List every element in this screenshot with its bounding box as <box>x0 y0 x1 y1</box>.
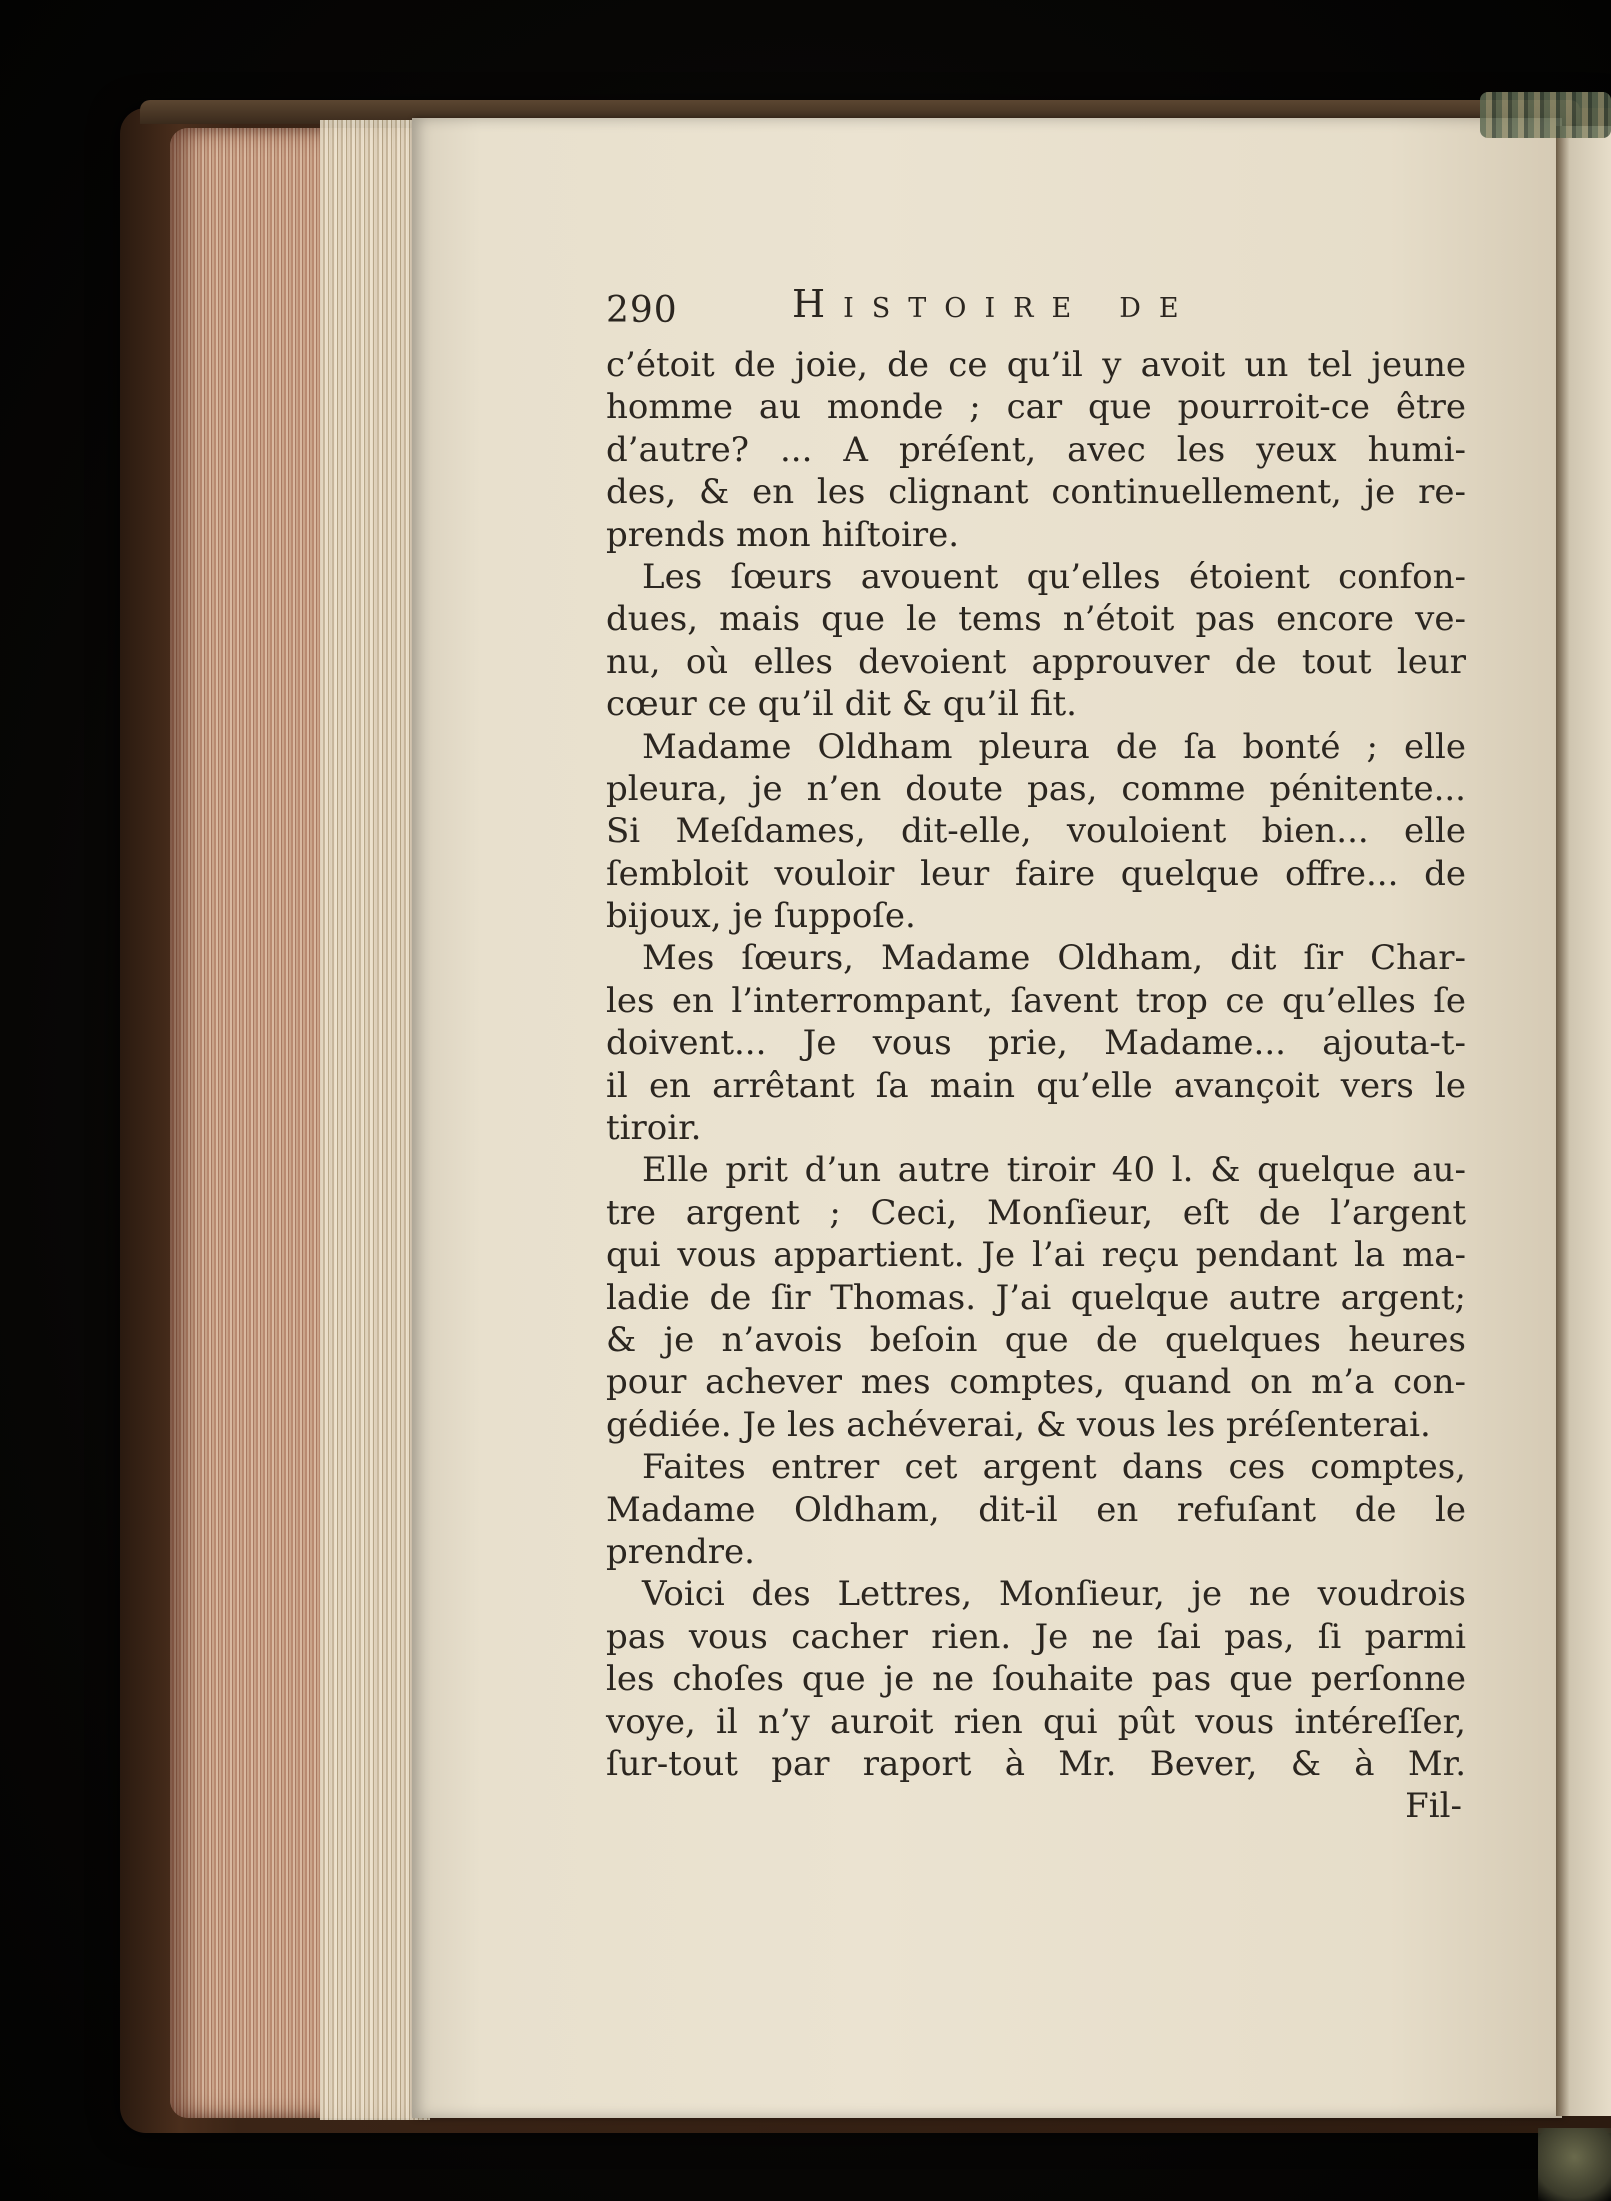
text-line: tre argent ; Ceci, Monſieur, eſt de l’argent <box>606 1192 1466 1233</box>
text-line: les en l’interrompant, ſavent trop ce qu’elles ſe <box>606 980 1466 1021</box>
text-line: Si Meſdames, dit-elle, vouloient bien... elle <box>606 811 1466 852</box>
text-line: qui vous appartient. Je l’ai reçu pendant la ma- <box>606 1235 1466 1276</box>
page-text-block <box>606 282 1466 1827</box>
bottom-headband <box>1538 2128 1611 2201</box>
text-line: Faites entrer cet argent dans ces comptes, <box>642 1447 1466 1488</box>
text-line: Madame Oldham pleura de ſa bonté ; elle <box>642 726 1466 767</box>
text-line: Les ſœurs avouent qu’elles étoient confon- <box>642 556 1466 597</box>
text-line: cœur ce qu’il dit & qu’il fit. <box>606 684 1077 725</box>
text-line: Madame Oldham, dit-il en refuſant de le <box>606 1489 1466 1530</box>
text-line: prends mon hiſtoire. <box>606 514 960 555</box>
text-line: ſembloit vouloir leur faire quelque offre... de <box>606 853 1466 894</box>
text-line: d’autre? ... A préſent, avec les yeux humi- <box>606 429 1466 470</box>
text-lines <box>606 344 1466 1785</box>
text-line: ſur-tout par raport à Mr. Bever, & à Mr. <box>606 1743 1466 1784</box>
text-line: ladie de ſir Thomas. J’ai quelque autre argent; <box>606 1277 1466 1318</box>
text-line: tiroir. <box>606 1108 702 1149</box>
page-number: 290 <box>606 290 678 331</box>
text-line: & je n’avois beſoin que de quelques heures <box>606 1319 1466 1360</box>
text-line: prendre. <box>606 1531 755 1572</box>
text-line: c’étoit de joie, de ce qu’il y avoit un tel jeune <box>606 345 1466 385</box>
text-line: les choſes que je ne ſouhaite pas que perſonne <box>606 1659 1466 1700</box>
catchword: Fil- <box>1405 1786 1462 1827</box>
headband <box>1480 92 1611 138</box>
text-line: pour achever mes comptes, quand on m’a con- <box>606 1362 1466 1403</box>
text-line: bijoux, je ſuppoſe. <box>606 896 916 937</box>
text-line: dues, mais que le tems n’étoit pas encore ve- <box>606 599 1466 640</box>
facing-page-edge <box>1556 126 1611 2116</box>
text-line: pas vous cacher rien. Je ne ſai pas, ſi parmi <box>606 1616 1466 1657</box>
text-line: voye, il n’y auroit rien qui pût vous intéreſſer, <box>606 1701 1466 1742</box>
text-line: Voici des Lettres, Monſieur, je ne voudrois <box>642 1574 1466 1615</box>
text-line: gédiée. Je les achéverai, & vous les préſenterai. <box>606 1404 1431 1445</box>
running-title: Histoire de <box>792 282 1197 326</box>
text-line: doivent... Je vous prie, Madame... ajouta-t- <box>606 1023 1466 1064</box>
text-line: Elle prit d’un autre tiroir 40 l. & quelque au- <box>642 1150 1466 1191</box>
text-line: nu, où elles devoient approuver de tout leur <box>606 641 1466 682</box>
text-line: homme au monde ; car que pourroit-ce être <box>606 387 1466 428</box>
running-head <box>606 282 1466 344</box>
text-line: Mes ſœurs, Madame Oldham, dit ſir Char- <box>642 938 1466 979</box>
text-line: pleura, je n’en doute pas, comme pénitente... <box>606 768 1466 809</box>
text-line: il en arrêtant ſa main qu’elle avançoit vers le <box>606 1065 1466 1106</box>
text-line: des, & en les clignant continuellement, je re- <box>606 472 1466 513</box>
